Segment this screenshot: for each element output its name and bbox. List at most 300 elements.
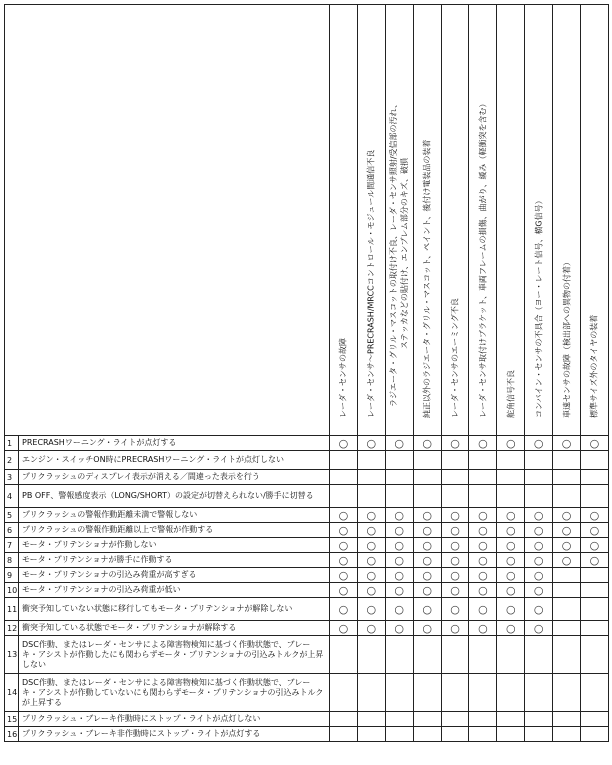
row-number: 3 bbox=[5, 470, 19, 485]
column-header-line: 車速センサの故障（検出部への異物の付着） bbox=[562, 258, 572, 418]
row-number: 6 bbox=[5, 523, 19, 538]
matrix-cell bbox=[385, 568, 413, 583]
matrix-cell bbox=[497, 436, 525, 451]
matrix-cell bbox=[330, 568, 358, 583]
symptom-text: PB OFF、警報感度表示（LONG/SHORT）の設定が切替えられない/勝手に切替る bbox=[19, 485, 330, 508]
matrix-cell bbox=[469, 523, 497, 538]
row-number: 8 bbox=[5, 553, 19, 568]
matrix-cell bbox=[581, 553, 609, 568]
matrix-cell bbox=[385, 621, 413, 636]
matrix-cell bbox=[413, 727, 441, 742]
matrix-cell bbox=[413, 436, 441, 451]
col-head bbox=[330, 5, 358, 436]
circle-mark-icon: ○ bbox=[505, 538, 516, 552]
column-header-line: レーダ・センサ〜PRECRASH/MRCCコントロール・モジュール間通信不良 bbox=[366, 149, 376, 418]
table-row bbox=[5, 712, 609, 727]
matrix-cell bbox=[441, 553, 469, 568]
matrix-cell bbox=[581, 436, 609, 451]
circle-mark-icon: ○ bbox=[394, 436, 405, 450]
circle-mark-icon: ○ bbox=[533, 523, 544, 537]
circle-mark-icon: ○ bbox=[366, 568, 377, 582]
circle-mark-icon: ○ bbox=[505, 602, 516, 616]
column-header-label bbox=[505, 370, 516, 418]
circle-mark-icon: ○ bbox=[505, 523, 516, 537]
matrix-cell bbox=[497, 451, 525, 470]
matrix-cell bbox=[385, 727, 413, 742]
circle-mark-icon: ○ bbox=[450, 538, 460, 552]
symptom-text: モータ・プリテンショナの引込み荷重が高すぎる bbox=[19, 568, 330, 583]
matrix-cell bbox=[357, 508, 385, 523]
symptom-text: プリクラッシュの警報作動距離以上で警報が作動する bbox=[19, 523, 330, 538]
symptom-text: プリクラッシュ・ブレーキ作動時にストップ・ライトが点灯しない bbox=[19, 712, 330, 727]
column-header-line: 純正以外のラジエータ・グリル・マスコット、ペイント、後付け電装品の装着 bbox=[422, 139, 432, 418]
circle-mark-icon: ○ bbox=[533, 553, 544, 567]
matrix-cell bbox=[413, 451, 441, 470]
matrix-cell bbox=[469, 538, 497, 553]
diagnosis-matrix-table bbox=[4, 4, 609, 742]
circle-mark-icon: ○ bbox=[478, 538, 488, 552]
matrix-cell bbox=[553, 538, 581, 553]
table-row bbox=[5, 568, 609, 583]
matrix-cell bbox=[330, 636, 358, 674]
matrix-cell bbox=[525, 436, 553, 451]
matrix-cell bbox=[525, 523, 553, 538]
row-number: 2 bbox=[5, 451, 19, 470]
matrix-cell bbox=[357, 436, 385, 451]
matrix-cell bbox=[497, 553, 525, 568]
circle-mark-icon: ○ bbox=[422, 583, 432, 597]
circle-mark-icon: ○ bbox=[394, 621, 405, 635]
table-row bbox=[5, 451, 609, 470]
matrix-cell bbox=[581, 538, 609, 553]
circle-mark-icon: ○ bbox=[338, 583, 349, 597]
circle-mark-icon: ○ bbox=[505, 553, 516, 567]
circle-mark-icon: ○ bbox=[394, 602, 405, 616]
column-header-label bbox=[533, 196, 544, 418]
matrix-cell bbox=[385, 553, 413, 568]
matrix-cell bbox=[553, 436, 581, 451]
matrix-cell bbox=[553, 598, 581, 621]
column-header-label bbox=[388, 100, 410, 407]
matrix-cell bbox=[413, 470, 441, 485]
matrix-cell bbox=[385, 485, 413, 508]
matrix-cell bbox=[469, 485, 497, 508]
circle-mark-icon: ○ bbox=[478, 436, 488, 450]
matrix-cell bbox=[441, 583, 469, 598]
table-row bbox=[5, 727, 609, 742]
matrix-cell bbox=[330, 470, 358, 485]
circle-mark-icon: ○ bbox=[450, 602, 460, 616]
matrix-cell bbox=[385, 436, 413, 451]
col-head bbox=[497, 5, 525, 436]
circle-mark-icon: ○ bbox=[338, 508, 349, 522]
column-header-line: ラジエータ・グリル・マスコットの取付け不良、レーダ・センサ照射/受信部の汚れ、 bbox=[389, 99, 399, 407]
circle-mark-icon: ○ bbox=[422, 508, 432, 522]
symptom-text: DSC作動、またはレーダ・センサによる障害物検知に基づく作動状態で、ブレーキ・アシストが作動していないにも関わらずモータ・プリテンショナの引込みトルクが上昇する bbox=[19, 674, 330, 712]
matrix-cell bbox=[357, 568, 385, 583]
symptom-text: 衝突予知している状態でモータ・プリテンショナが解除する bbox=[19, 621, 330, 636]
circle-mark-icon: ○ bbox=[366, 436, 377, 450]
circle-mark-icon: ○ bbox=[505, 436, 516, 450]
matrix-cell bbox=[469, 583, 497, 598]
circle-mark-icon: ○ bbox=[394, 568, 405, 582]
matrix-cell bbox=[497, 674, 525, 712]
matrix-cell bbox=[357, 553, 385, 568]
column-header-line: レーダ・センサのエーミング不良 bbox=[450, 298, 460, 418]
matrix-cell bbox=[497, 598, 525, 621]
matrix-cell bbox=[581, 621, 609, 636]
matrix-cell bbox=[581, 598, 609, 621]
column-header-line: 標準サイズ外のタイヤの装着 bbox=[589, 314, 599, 418]
circle-mark-icon: ○ bbox=[366, 538, 377, 552]
matrix-cell bbox=[357, 538, 385, 553]
circle-mark-icon: ○ bbox=[478, 583, 488, 597]
circle-mark-icon: ○ bbox=[450, 621, 460, 635]
row-number: 9 bbox=[5, 568, 19, 583]
matrix-cell bbox=[553, 485, 581, 508]
row-number: 15 bbox=[5, 712, 19, 727]
matrix-cell bbox=[525, 451, 553, 470]
symptom-text: モータ・プリテンショナが作動しない bbox=[19, 538, 330, 553]
column-header-label bbox=[477, 99, 488, 418]
col-head bbox=[469, 5, 497, 436]
matrix-cell bbox=[357, 712, 385, 727]
matrix-cell bbox=[385, 636, 413, 674]
matrix-cell bbox=[441, 568, 469, 583]
matrix-cell bbox=[385, 674, 413, 712]
column-header-line: 舵角信号不良 bbox=[506, 370, 516, 418]
matrix-cell bbox=[497, 470, 525, 485]
table-row bbox=[5, 508, 609, 523]
symptom-text: PRECRASHワーニング・ライトが点灯する bbox=[19, 436, 330, 451]
row-number: 12 bbox=[5, 621, 19, 636]
circle-mark-icon: ○ bbox=[450, 553, 460, 567]
matrix-cell bbox=[581, 451, 609, 470]
matrix-cell bbox=[413, 523, 441, 538]
matrix-cell bbox=[385, 523, 413, 538]
table-row bbox=[5, 538, 609, 553]
matrix-cell bbox=[553, 470, 581, 485]
circle-mark-icon: ○ bbox=[422, 621, 432, 635]
matrix-cell bbox=[553, 636, 581, 674]
circle-mark-icon: ○ bbox=[422, 523, 432, 537]
row-number: 14 bbox=[5, 674, 19, 712]
column-header-line: レーダ・センサの故障 bbox=[338, 338, 348, 418]
matrix-cell bbox=[413, 553, 441, 568]
matrix-cell bbox=[581, 508, 609, 523]
matrix-cell bbox=[553, 451, 581, 470]
matrix-cell bbox=[525, 598, 553, 621]
matrix-cell bbox=[413, 508, 441, 523]
circle-mark-icon: ○ bbox=[589, 508, 600, 522]
matrix-cell bbox=[330, 553, 358, 568]
matrix-cell bbox=[497, 538, 525, 553]
matrix-cell bbox=[469, 470, 497, 485]
matrix-cell bbox=[469, 674, 497, 712]
col-head bbox=[385, 5, 413, 436]
matrix-cell bbox=[553, 523, 581, 538]
column-header-line: レーダ・センサ取付けブラケット、車両フレームの損傷、曲がり、緩み（軽衝突を含む） bbox=[478, 99, 488, 418]
matrix-cell bbox=[497, 508, 525, 523]
matrix-cell bbox=[469, 508, 497, 523]
matrix-cell bbox=[525, 636, 553, 674]
circle-mark-icon: ○ bbox=[505, 568, 516, 582]
circle-mark-icon: ○ bbox=[422, 538, 432, 552]
matrix-cell bbox=[553, 553, 581, 568]
circle-mark-icon: ○ bbox=[366, 583, 377, 597]
matrix-cell bbox=[441, 485, 469, 508]
table-row bbox=[5, 621, 609, 636]
row-number: 7 bbox=[5, 538, 19, 553]
row-number: 5 bbox=[5, 508, 19, 523]
row-number: 13 bbox=[5, 636, 19, 674]
matrix-cell bbox=[330, 451, 358, 470]
circle-mark-icon: ○ bbox=[561, 553, 572, 567]
column-header-label bbox=[450, 298, 461, 418]
column-header-label bbox=[561, 258, 572, 418]
circle-mark-icon: ○ bbox=[394, 553, 405, 567]
circle-mark-icon: ○ bbox=[589, 436, 600, 450]
table-row bbox=[5, 598, 609, 621]
matrix-cell bbox=[413, 568, 441, 583]
circle-mark-icon: ○ bbox=[478, 568, 488, 582]
matrix-body bbox=[5, 436, 609, 742]
circle-mark-icon: ○ bbox=[478, 523, 488, 537]
matrix-cell bbox=[441, 712, 469, 727]
circle-mark-icon: ○ bbox=[533, 583, 544, 597]
matrix-cell bbox=[441, 538, 469, 553]
matrix-cell bbox=[525, 553, 553, 568]
symptom-text: モータ・プリテンショナの引込み荷重が低い bbox=[19, 583, 330, 598]
circle-mark-icon: ○ bbox=[533, 538, 544, 552]
circle-mark-icon: ○ bbox=[589, 553, 600, 567]
circle-mark-icon: ○ bbox=[338, 553, 349, 567]
circle-mark-icon: ○ bbox=[338, 538, 349, 552]
matrix-cell bbox=[357, 636, 385, 674]
circle-mark-icon: ○ bbox=[478, 602, 488, 616]
matrix-cell bbox=[581, 674, 609, 712]
matrix-cell bbox=[581, 712, 609, 727]
circle-mark-icon: ○ bbox=[561, 508, 572, 522]
col-head bbox=[553, 5, 581, 436]
matrix-cell bbox=[553, 674, 581, 712]
matrix-cell bbox=[441, 436, 469, 451]
matrix-cell bbox=[357, 523, 385, 538]
circle-mark-icon: ○ bbox=[422, 602, 432, 616]
symptom-text: エンジン・スイッチON時にPRECRASHワーニング・ライトが点灯しない bbox=[19, 451, 330, 470]
circle-mark-icon: ○ bbox=[505, 583, 516, 597]
column-header-label bbox=[589, 315, 600, 418]
matrix-cell bbox=[357, 598, 385, 621]
symptom-text: 衝突予知していない状態に移行してもモータ・プリテンショナが解除しない bbox=[19, 598, 330, 621]
matrix-cell bbox=[553, 568, 581, 583]
table-row bbox=[5, 553, 609, 568]
circle-mark-icon: ○ bbox=[394, 523, 405, 537]
circle-mark-icon: ○ bbox=[394, 508, 405, 522]
symptom-text: プリクラッシュの警報作動距離未満で警報しない bbox=[19, 508, 330, 523]
circle-mark-icon: ○ bbox=[589, 523, 600, 537]
circle-mark-icon: ○ bbox=[338, 621, 349, 635]
col-head bbox=[413, 5, 441, 436]
row-number: 11 bbox=[5, 598, 19, 621]
matrix-cell bbox=[581, 636, 609, 674]
header-corner-cell bbox=[5, 5, 330, 436]
matrix-cell bbox=[553, 621, 581, 636]
circle-mark-icon: ○ bbox=[394, 538, 405, 552]
matrix-cell bbox=[581, 583, 609, 598]
circle-mark-icon: ○ bbox=[533, 621, 544, 635]
circle-mark-icon: ○ bbox=[450, 568, 460, 582]
circle-mark-icon: ○ bbox=[366, 508, 377, 522]
matrix-cell bbox=[469, 621, 497, 636]
matrix-cell bbox=[441, 523, 469, 538]
matrix-cell bbox=[469, 712, 497, 727]
circle-mark-icon: ○ bbox=[422, 568, 432, 582]
circle-mark-icon: ○ bbox=[561, 436, 572, 450]
matrix-cell bbox=[553, 727, 581, 742]
column-header-line: ステッカなどの貼付け、エンブレム部分のキズ、破損 bbox=[400, 158, 410, 349]
matrix-cell bbox=[441, 674, 469, 712]
matrix-cell bbox=[357, 485, 385, 508]
circle-mark-icon: ○ bbox=[366, 621, 377, 635]
matrix-cell bbox=[413, 583, 441, 598]
matrix-cell bbox=[441, 598, 469, 621]
matrix-cell bbox=[469, 636, 497, 674]
matrix-cell bbox=[497, 583, 525, 598]
symptom-text: プリクラッシュ・ブレーキ非作動時にストップ・ライトが点灯する bbox=[19, 727, 330, 742]
matrix-cell bbox=[385, 451, 413, 470]
matrix-cell bbox=[413, 538, 441, 553]
circle-mark-icon: ○ bbox=[478, 508, 488, 522]
matrix-cell bbox=[385, 470, 413, 485]
matrix-cell bbox=[497, 621, 525, 636]
column-header-label bbox=[366, 150, 377, 418]
matrix-cell bbox=[330, 508, 358, 523]
matrix-cell bbox=[413, 485, 441, 508]
matrix-cell bbox=[525, 568, 553, 583]
matrix-cell bbox=[525, 538, 553, 553]
matrix-cell bbox=[441, 621, 469, 636]
symptom-text: モータ・プリテンショナが勝手に作動する bbox=[19, 553, 330, 568]
matrix-cell bbox=[413, 598, 441, 621]
symptom-text: DSC作動、またはレーダ・センサによる障害物検知に基づく作動状態で、ブレーキ・アシストが作動したにも関わらずモータ・プリテンショナの引込みトルクが上昇しない bbox=[19, 636, 330, 674]
header-row bbox=[5, 5, 609, 436]
matrix-cell bbox=[441, 451, 469, 470]
col-head bbox=[441, 5, 469, 436]
matrix-cell bbox=[330, 712, 358, 727]
matrix-cell bbox=[385, 508, 413, 523]
matrix-cell bbox=[357, 470, 385, 485]
matrix-cell bbox=[581, 568, 609, 583]
circle-mark-icon: ○ bbox=[478, 621, 488, 635]
matrix-cell bbox=[497, 523, 525, 538]
matrix-cell bbox=[469, 598, 497, 621]
matrix-cell bbox=[441, 470, 469, 485]
matrix-cell bbox=[497, 636, 525, 674]
circle-mark-icon: ○ bbox=[533, 508, 544, 522]
matrix-cell bbox=[413, 621, 441, 636]
matrix-cell bbox=[497, 727, 525, 742]
matrix-cell bbox=[553, 508, 581, 523]
circle-mark-icon: ○ bbox=[561, 538, 572, 552]
circle-mark-icon: ○ bbox=[338, 436, 349, 450]
circle-mark-icon: ○ bbox=[366, 553, 377, 567]
matrix-cell bbox=[357, 451, 385, 470]
matrix-cell bbox=[413, 674, 441, 712]
circle-mark-icon: ○ bbox=[478, 553, 488, 567]
column-header-line: コンバイン・センサの不具合（ヨー・レート信号、横G信号） bbox=[534, 196, 544, 418]
matrix-cell bbox=[385, 598, 413, 621]
circle-mark-icon: ○ bbox=[533, 602, 544, 616]
matrix-cell bbox=[525, 621, 553, 636]
row-number: 1 bbox=[5, 436, 19, 451]
matrix-cell bbox=[525, 470, 553, 485]
table-row bbox=[5, 523, 609, 538]
matrix-cell bbox=[553, 583, 581, 598]
table-row bbox=[5, 485, 609, 508]
matrix-cell bbox=[469, 553, 497, 568]
row-number: 10 bbox=[5, 583, 19, 598]
circle-mark-icon: ○ bbox=[366, 523, 377, 537]
matrix-cell bbox=[357, 727, 385, 742]
matrix-cell bbox=[441, 508, 469, 523]
matrix-cell bbox=[525, 727, 553, 742]
table-row bbox=[5, 470, 609, 485]
circle-mark-icon: ○ bbox=[338, 568, 349, 582]
matrix-cell bbox=[330, 436, 358, 451]
matrix-cell bbox=[413, 636, 441, 674]
matrix-cell bbox=[330, 727, 358, 742]
matrix-cell bbox=[330, 485, 358, 508]
matrix-cell bbox=[469, 568, 497, 583]
matrix-cell bbox=[525, 508, 553, 523]
matrix-cell bbox=[469, 451, 497, 470]
table-row bbox=[5, 674, 609, 712]
matrix-cell bbox=[330, 523, 358, 538]
matrix-cell bbox=[357, 583, 385, 598]
matrix-cell bbox=[330, 598, 358, 621]
circle-mark-icon: ○ bbox=[450, 436, 460, 450]
matrix-cell bbox=[581, 727, 609, 742]
matrix-cell bbox=[525, 583, 553, 598]
matrix-cell bbox=[497, 568, 525, 583]
circle-mark-icon: ○ bbox=[589, 538, 600, 552]
table-row bbox=[5, 583, 609, 598]
circle-mark-icon: ○ bbox=[505, 508, 516, 522]
circle-mark-icon: ○ bbox=[422, 553, 432, 567]
row-number: 16 bbox=[5, 727, 19, 742]
matrix-cell bbox=[441, 636, 469, 674]
matrix-cell bbox=[330, 621, 358, 636]
circle-mark-icon: ○ bbox=[505, 621, 516, 635]
circle-mark-icon: ○ bbox=[533, 436, 544, 450]
matrix-cell bbox=[581, 485, 609, 508]
circle-mark-icon: ○ bbox=[450, 508, 460, 522]
matrix-cell bbox=[330, 674, 358, 712]
matrix-cell bbox=[330, 538, 358, 553]
table-row bbox=[5, 636, 609, 674]
matrix-cell bbox=[525, 485, 553, 508]
circle-mark-icon: ○ bbox=[422, 436, 432, 450]
circle-mark-icon: ○ bbox=[450, 583, 460, 597]
circle-mark-icon: ○ bbox=[366, 602, 377, 616]
matrix-cell bbox=[525, 674, 553, 712]
matrix-cell bbox=[413, 712, 441, 727]
circle-mark-icon: ○ bbox=[450, 523, 460, 537]
matrix-cell bbox=[581, 470, 609, 485]
matrix-cell bbox=[385, 583, 413, 598]
matrix-cell bbox=[469, 727, 497, 742]
